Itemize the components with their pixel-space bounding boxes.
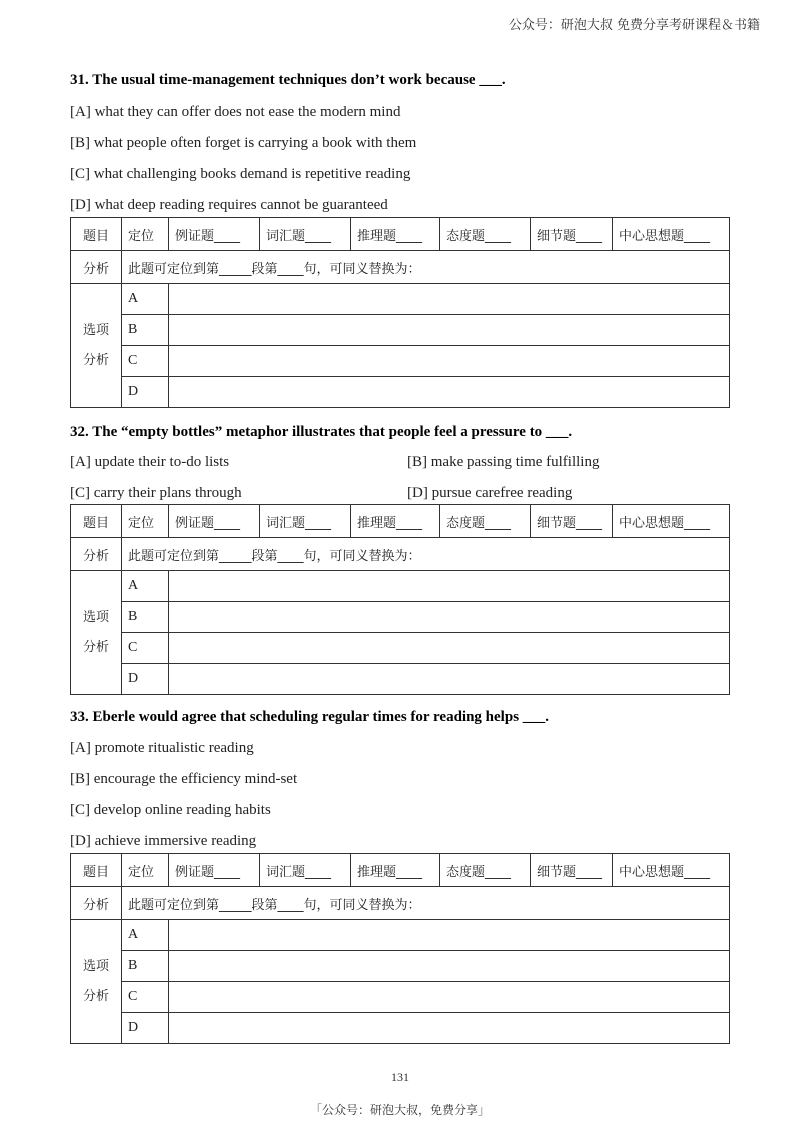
option-answer-cell[interactable] <box>169 982 730 1013</box>
locate-text: 此题可定位到第_____段第____句，可同义替换为： <box>122 887 730 920</box>
type-example: 例证题____ <box>169 218 260 251</box>
question-32-option-c: [C] carry their plans through <box>70 485 242 501</box>
option-answer-cell[interactable] <box>169 346 730 377</box>
option-letter: D <box>122 377 169 408</box>
type-attitude: 态度题____ <box>440 505 531 538</box>
option-answer-cell[interactable] <box>169 920 730 951</box>
label-line: 选项 <box>82 958 109 974</box>
question-33-option-b: [B] encourage the efficiency mind-set <box>70 771 298 787</box>
option-letter: B <box>122 951 169 982</box>
question-33-option-d: [D] achieve immersive reading <box>70 833 257 849</box>
option-letter: A <box>122 571 169 602</box>
type-locate: 定位 <box>122 505 169 538</box>
option-letter: C <box>122 346 169 377</box>
option-letter: D <box>122 1013 169 1044</box>
question-33-option-c: [C] develop online reading habits <box>70 802 271 818</box>
question-31-title: 31. The usual time-management techniques don’t work because ___. <box>70 72 506 88</box>
type-inference: 推理题____ <box>351 505 440 538</box>
option-answer-cell[interactable] <box>169 315 730 346</box>
question-31-option-b: [B] what people often forget is carrying a book with them <box>70 135 417 151</box>
label-cell: 分析 <box>71 887 122 920</box>
label-line: 选项 <box>82 609 109 625</box>
question-32-option-a: [A] update their to-do lists <box>70 454 230 470</box>
type-detail: 细节题____ <box>531 854 613 887</box>
question-32-option-d: [D] pursue carefree reading <box>407 485 573 501</box>
option-answer-cell[interactable] <box>169 284 730 315</box>
label-line: 分析 <box>82 639 109 655</box>
type-main-idea: 中心思想题____ <box>613 218 730 251</box>
label-line: 分析 <box>82 352 109 368</box>
analysis-table-32 <box>70 504 730 695</box>
question-31-option-c: [C] what challenging books demand is repetitive reading <box>70 166 411 182</box>
option-analysis-label <box>71 571 122 695</box>
type-locate: 定位 <box>122 854 169 887</box>
locate-text: 此题可定位到第_____段第____句，可同义替换为： <box>122 251 730 284</box>
type-vocabulary: 词汇题____ <box>260 854 351 887</box>
option-letter: C <box>122 633 169 664</box>
analysis-table-31 <box>70 217 730 408</box>
locate-text: 此题可定位到第_____段第____句，可同义替换为： <box>122 538 730 571</box>
option-letter: B <box>122 315 169 346</box>
question-32-title: 32. The “empty bottles” metaphor illustrates that people feel a pressure to ___. <box>70 424 573 440</box>
question-33-title: 33. Eberle would agree that scheduling regular times for reading helps ___. <box>70 709 550 725</box>
option-answer-cell[interactable] <box>169 377 730 408</box>
option-letter: A <box>122 284 169 315</box>
type-inference: 推理题____ <box>351 854 440 887</box>
question-31-option-d: [D] what deep reading requires cannot be guaranteed <box>70 197 388 213</box>
type-inference: 推理题____ <box>351 218 440 251</box>
type-detail: 细节题____ <box>531 218 613 251</box>
option-analysis-label <box>71 284 122 408</box>
option-letter: D <box>122 664 169 695</box>
label-cell: 题目 <box>71 218 122 251</box>
type-example: 例证题____ <box>169 854 260 887</box>
option-analysis-label <box>71 920 122 1044</box>
type-attitude: 态度题____ <box>440 854 531 887</box>
footer-watermark-note: 「公众号：研泡大叔，免费分享」 <box>309 1103 490 1117</box>
label-cell: 题目 <box>71 854 122 887</box>
type-main-idea: 中心思想题____ <box>613 854 730 887</box>
type-vocabulary: 词汇题____ <box>260 505 351 538</box>
page-number: 131 <box>391 1070 409 1084</box>
option-answer-cell[interactable] <box>169 1013 730 1044</box>
label-cell: 分析 <box>71 251 122 284</box>
option-answer-cell[interactable] <box>169 664 730 695</box>
label-cell: 题目 <box>71 505 122 538</box>
type-example: 例证题____ <box>169 505 260 538</box>
type-detail: 细节题____ <box>531 505 613 538</box>
option-answer-cell[interactable] <box>169 571 730 602</box>
option-answer-cell[interactable] <box>169 602 730 633</box>
label-line: 分析 <box>82 988 109 1004</box>
option-answer-cell[interactable] <box>169 951 730 982</box>
label-line: 选项 <box>82 322 109 338</box>
label-cell: 分析 <box>71 538 122 571</box>
question-31-option-a: [A] what they can offer does not ease the modern mind <box>70 104 401 120</box>
option-letter: A <box>122 920 169 951</box>
option-letter: B <box>122 602 169 633</box>
header-watermark-note: 公众号：研泡大叔 免费分享考研课程＆书籍 <box>508 18 760 33</box>
option-answer-cell[interactable] <box>169 633 730 664</box>
type-main-idea: 中心思想题____ <box>613 505 730 538</box>
type-attitude: 态度题____ <box>440 218 531 251</box>
question-32-option-b: [B] make passing time fulfilling <box>407 454 600 470</box>
analysis-table-33 <box>70 853 730 1044</box>
question-33-option-a: [A] promote ritualistic reading <box>70 740 254 756</box>
type-vocabulary: 词汇题____ <box>260 218 351 251</box>
type-locate: 定位 <box>122 218 169 251</box>
option-letter: C <box>122 982 169 1013</box>
